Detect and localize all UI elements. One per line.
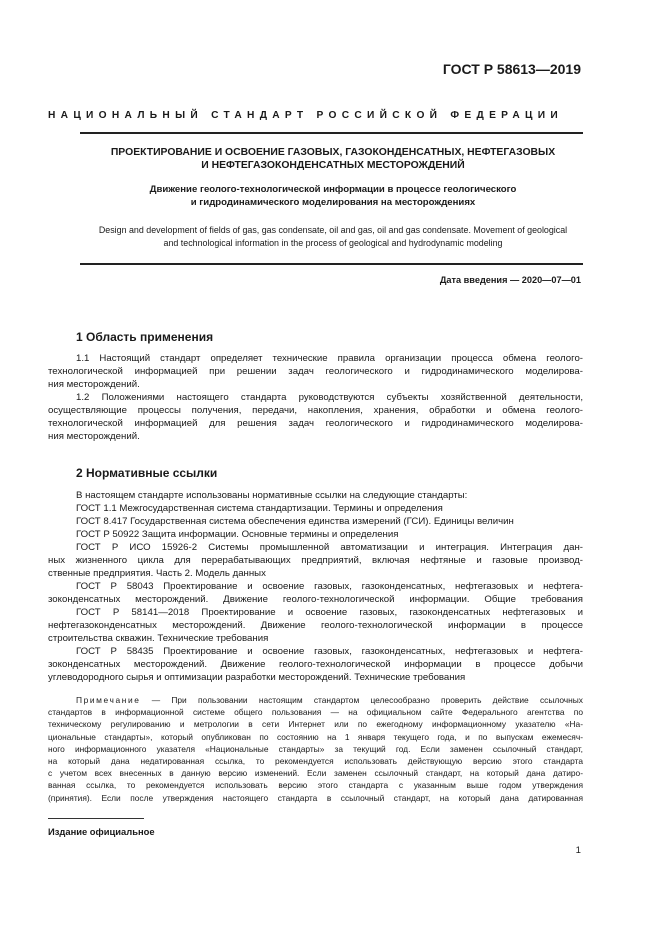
national-standard-banner: НАЦИОНАЛЬНЫЙ СТАНДАРТ РОССИЙСКОЙ ФЕДЕРАЦИИ (48, 110, 564, 121)
reference-line: нефтегазоконденсатных месторождений. Движение геолого-технологической информации в процессе (48, 620, 583, 631)
text-line: 1.2 Положениями настоящего стандарта руководствуются субъекты хозяйственной деятельности, (76, 392, 583, 403)
section-2-body (48, 489, 583, 684)
title-bottom-rule (80, 263, 583, 265)
english-title-line: Design and development of fields of gas, gas condensate, oil and gas, oil and gas condensate. Movement of geological (98, 225, 568, 235)
reference-line: ГОСТ Р 58435 Проектирование и освоение газовых, газоконденсатных, нефтегазовых и нефтега- (76, 646, 583, 657)
text-line: 1.1 Настоящий стандарт определяет технические правила организации процесса обмена геолого- (76, 353, 583, 364)
note-line: ного информационного указателя «Национальные стандарты» за текущий год. Если заменен ссылочный стандарт, (48, 743, 583, 754)
top-rule (80, 132, 583, 134)
section-1-heading: 1 Область применения (76, 330, 214, 344)
reference-line: ГОСТ Р ИСО 15926-2 Системы промышленной автоматизации и интеграция. Интеграция дан- (76, 542, 583, 553)
subtitle-line: Движение геолого-технологической информации в процессе геологического (149, 184, 517, 195)
note-line: техническому регулированию и метрологии в сети Интернет или по ежегодному информационному указателю «На- (48, 719, 583, 730)
reference-line: ГОСТ 1.1 Межгосударственная система стандартизации. Термины и определения (76, 503, 443, 514)
note-line: (принятия). Если после утверждения настоящего стандарта в ссылочный стандарт, на который дана датированная (48, 792, 583, 803)
document-subtitle (48, 184, 618, 209)
note-line: на который дана недатированная ссылка, то рекомендуется использовать действующую версию этого стандарта (48, 756, 583, 767)
english-title-line: and technological information in the process of geological and hydrodynamic modeling (163, 237, 503, 248)
text-line: ния месторождений. (48, 431, 140, 442)
reference-line: строительства скважин. Технические требования (48, 633, 269, 644)
text-line: ния месторождений. (48, 379, 140, 390)
text-line: осуществляющие процессы получения, передачи, накопления, хранения, обработки и обмена геолого- (48, 405, 583, 416)
reference-line: ГОСТ Р 50922 Защита информации. Основные термины и определения (76, 529, 399, 540)
text-line: технологической информацией при решении задач геологического и гидродинамического моделирова- (48, 366, 583, 377)
title-line: ПРОЕКТИРОВАНИЕ И ОСВОЕНИЕ ГАЗОВЫХ, ГАЗОКОНДЕНСАТНЫХ, НЕФТЕГАЗОВЫХ (110, 147, 556, 158)
note-text: — При пользовании настоящим стандартом целесообразно проверить действие ссылочных (151, 695, 583, 705)
doc-code: ГОСТ Р 58613—2019 (442, 61, 581, 77)
note-block (48, 694, 583, 804)
note-line (48, 694, 583, 706)
section-1-body (48, 352, 583, 443)
footer-rule (48, 818, 144, 819)
official-edition-label: Издание официальное (48, 826, 155, 837)
note-line: ванная ссылка, то рекомендуется использовать версию этого стандарта с указанным выше годом утверждения (48, 780, 583, 791)
section-2-heading: 2 Нормативные ссылки (76, 466, 218, 480)
title-line: И НЕФТЕГАЗОКОНДЕНСАТНЫХ МЕСТОРОЖДЕНИЙ (201, 160, 465, 171)
subtitle-line: и гидродинамического моделирования на месторождениях (190, 196, 476, 208)
reference-line: ГОСТ Р 58141—2018 Проектирование и освоение газовых, газоконденсатных нефтегазовых и (76, 607, 583, 618)
text-line: В настоящем стандарте использованы нормативные ссылки на следующие стандарты: (76, 490, 468, 501)
reference-line: зоконденсатных месторождений. Движение геолого-технологической информации в процессе добычи (48, 659, 583, 670)
note-line: с учетом всех внесенных в данную версию изменений. Если заменен ссылочный стандарт, на который дана датиро- (48, 768, 583, 779)
reference-line: ственные предприятия. Часть 2. Модель данных (48, 568, 266, 579)
reference-line: зоконденсатных месторождений. Движение геолого-технологической информации. Общие требования (48, 594, 583, 605)
note-line: стандартов в информационной системе общего пользования — на официальном сайте Федерального агентства по (48, 707, 583, 718)
page-number: 1 (575, 845, 581, 856)
text-line: технологической информацией для решения задач геологического и гидродинамического моделирова- (48, 418, 583, 429)
reference-line: ных жизненного цикла для перерабатывающих предприятий, включая нефтяные и газовые производ- (48, 555, 583, 566)
document-title (48, 146, 618, 172)
reference-line: ГОСТ Р 58043 Проектирование и освоение газовых, газоконденсатных, нефтегазовых и нефтега- (76, 581, 583, 592)
note-line: циональные стандарты», который опубликован по состоянию на 1 января текущего года, и по выпускам ежемесяч- (48, 731, 583, 742)
reference-line: ГОСТ 8.417 Государственная система обеспечения единства измерений (ГСИ). Единицы величин (76, 516, 514, 527)
reference-line: углеводородного сырья и оптимизации разработки месторождений. Технические требования (48, 672, 466, 683)
english-title (48, 224, 618, 249)
date-of-introduction: Дата введения — 2020—07—01 (439, 275, 581, 285)
note-label: Примечание (76, 695, 141, 705)
